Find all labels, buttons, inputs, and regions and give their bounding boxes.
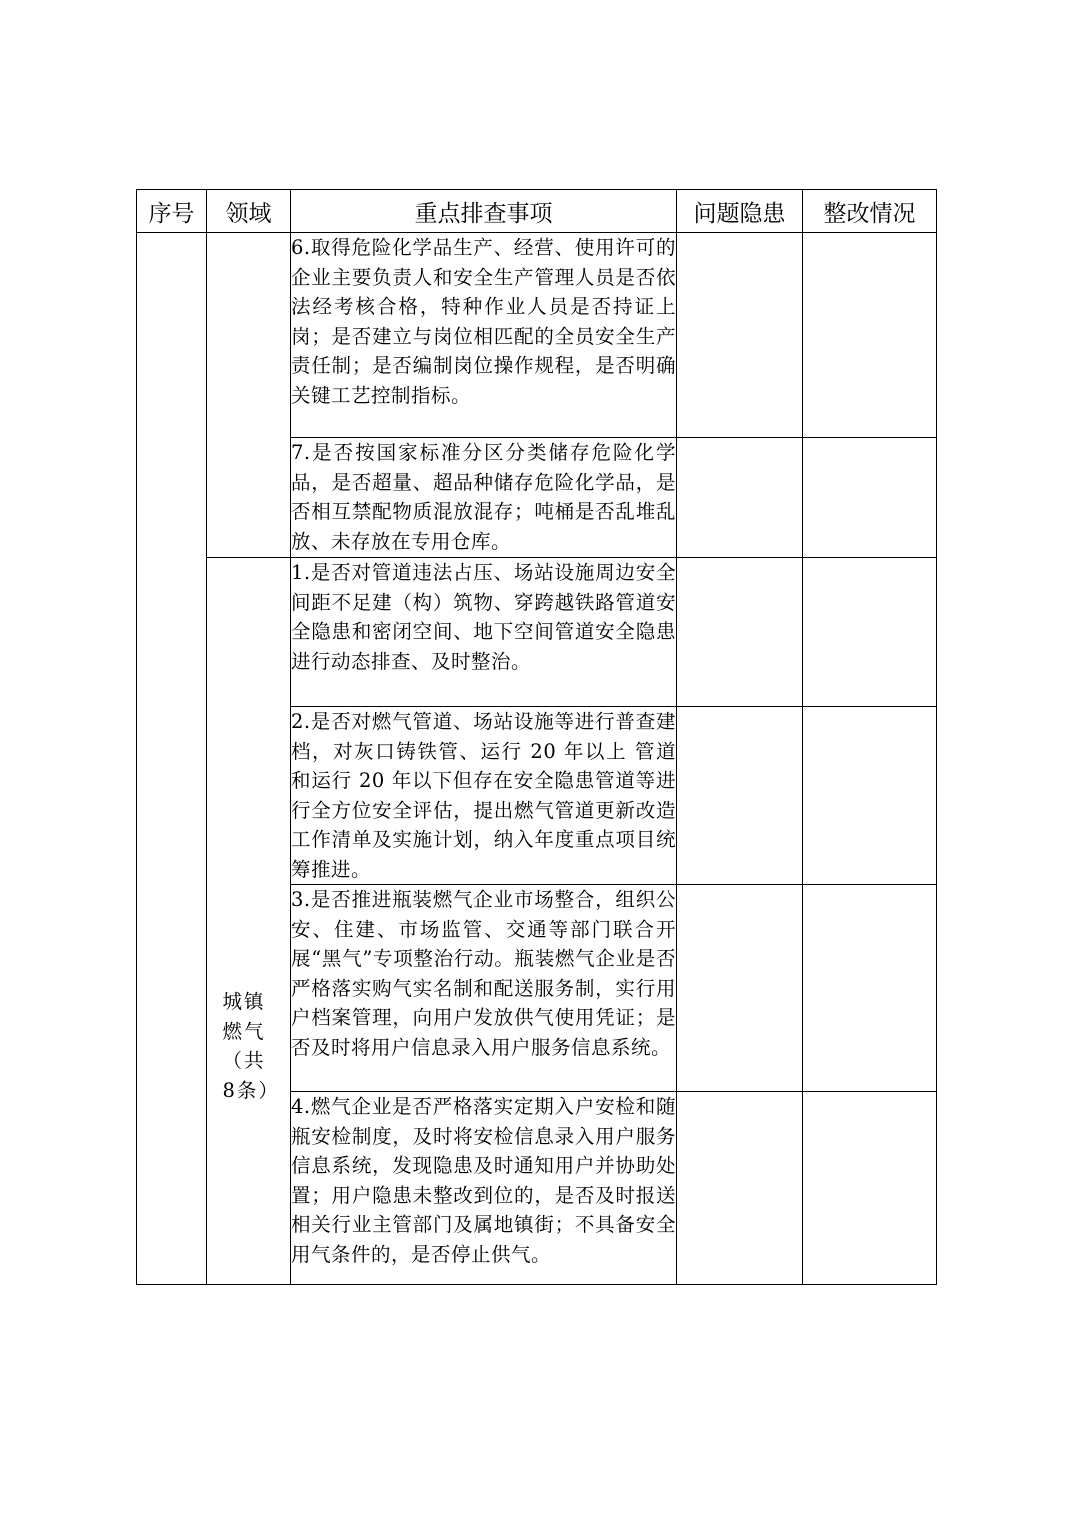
domain-cell-gas [207, 558, 291, 1285]
table-row [137, 233, 937, 438]
header-domain: 领域 [207, 190, 291, 233]
domain-cell-continued [207, 233, 291, 558]
item-cell: 7.是否按国家标准分区分类储存危险化学品，是否超量、超品种储存危险化学品，是否相互禁配物质混放混存；吨桶是否乱堆乱放、未存放在专用仓库。 [291, 438, 677, 558]
rectification-cell [803, 1092, 937, 1285]
domain-label: 城镇燃气（共8条） [222, 990, 280, 1102]
header-key-items: 重点排查事项 [291, 190, 677, 233]
header-row [137, 190, 937, 233]
header-rectification: 整改情况 [803, 190, 937, 233]
hazard-cell [677, 558, 803, 707]
serial-cell [137, 233, 207, 1285]
hazard-cell [677, 438, 803, 558]
inspection-table [136, 189, 937, 1285]
hazard-cell [677, 1092, 803, 1285]
header-hazards: 问题隐患 [677, 190, 803, 233]
rectification-cell [803, 885, 937, 1092]
item-cell: 3.是否推进瓶装燃气企业市场整合，组织公安、住建、市场监管、交通等部门联合开展“黑气”专项整治行动。瓶装燃气企业是否严格落实购气实名制和配送服务制，实行用户档案管理，向用户发放供气使用凭证；是否及时将用户信息录入用户服务信息系统。 [291, 885, 677, 1092]
item-cell: 4.燃气企业是否严格落实定期入户安检和随瓶安检制度，及时将安检信息录入用户服务信息系统，发现隐患及时通知用户并协助处置；用户隐患未整改到位的，是否及时报送相关行业主管部门及属地镇街；不具备安全用气条件的，是否停止供气。 [291, 1092, 677, 1285]
item-cell: 6.取得危险化学品生产、经营、使用许可的企业主要负责人和安全生产管理人员是否依法经考核合格，特种作业人员是否持证上岗；是否建立与岗位相匹配的全员安全生产责任制；是否编制岗位操作规程，是否明确关键工艺控制指标。 [291, 233, 677, 438]
header-serial: 序号 [137, 190, 207, 233]
rectification-cell [803, 558, 937, 707]
hazard-cell [677, 885, 803, 1092]
hazard-cell [677, 233, 803, 438]
table-row [137, 558, 937, 707]
item-cell: 2.是否对燃气管道、场站设施等进行普查建档，对灰口铸铁管、运行 20 年以上 管道和运行 20 年以下但存在安全隐患管道等进行全方位安全评估，提出燃气管道更新改造工作清单及实施计划，纳入年度重点项目统筹推进。 [291, 707, 677, 885]
hazard-cell [677, 707, 803, 885]
item-cell: 1.是否对管道违法占压、场站设施周边安全间距不足建（构）筑物、穿跨越铁路管道安全隐患和密闭空间、地下空间管道安全隐患进行动态排查、及时整治。 [291, 558, 677, 707]
rectification-cell [803, 233, 937, 438]
rectification-cell [803, 707, 937, 885]
rectification-cell [803, 438, 937, 558]
